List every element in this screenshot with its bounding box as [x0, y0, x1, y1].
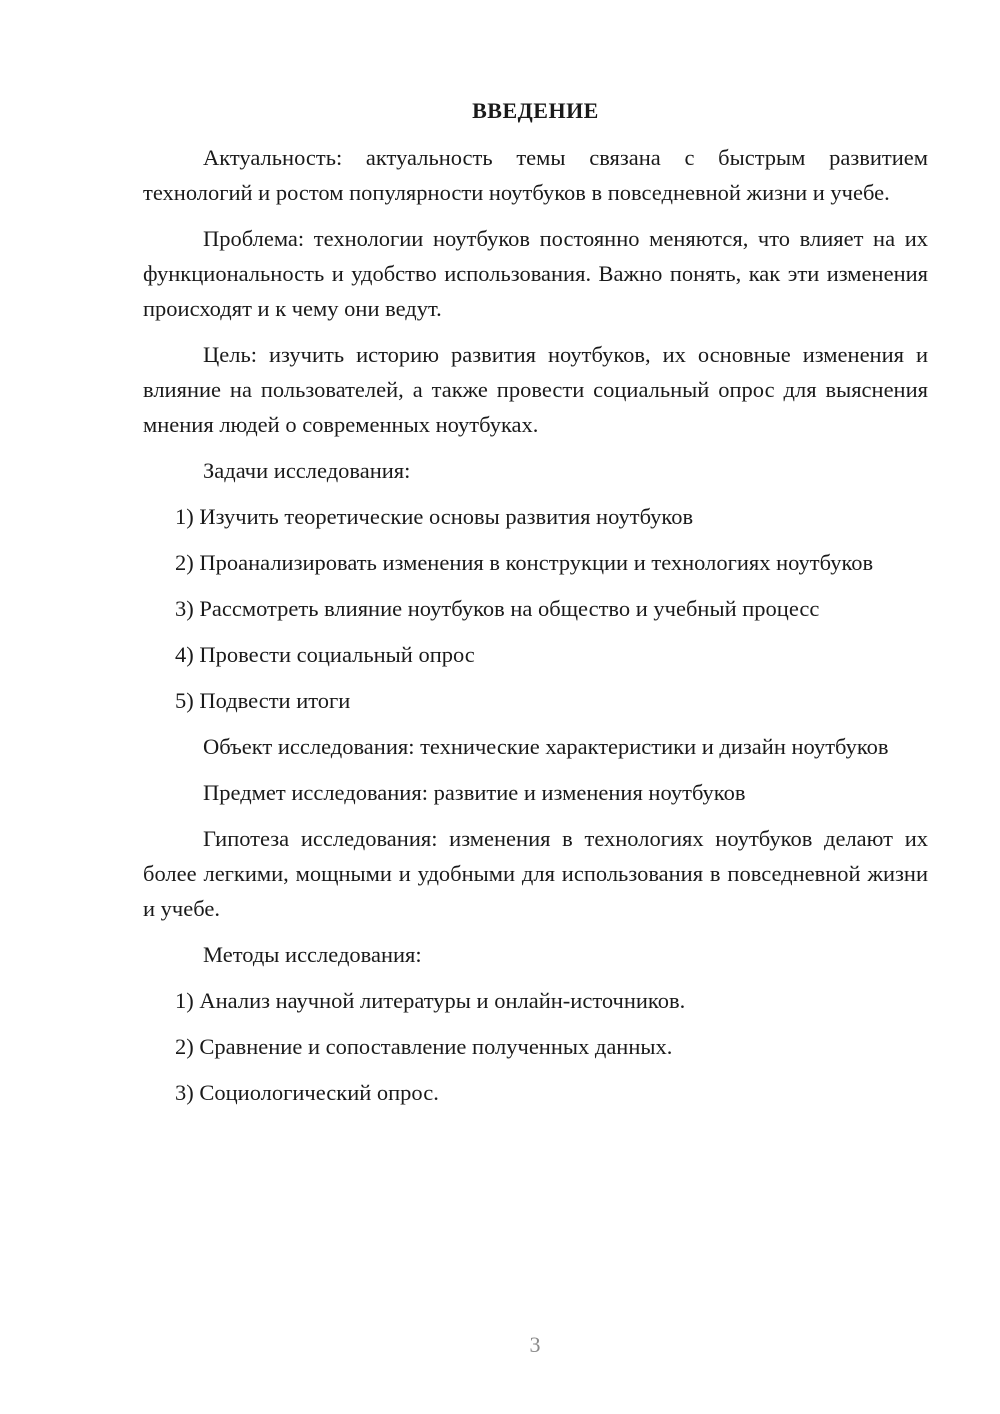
page-title: ВВЕДЕНИЕ	[472, 98, 599, 123]
problem-paragraph: Проблема: технологии ноутбуков постоянно меняются, что влияет на их функциональность и удобство использования. Важно понять, как эти изменения происходят и к чему они ведут.	[143, 226, 928, 321]
task-item: 1) Изучить теоретические основы развития ноутбуков	[175, 504, 694, 529]
relevance-paragraph: Актуальность: актуальность темы связана с быстрым развитием технологий и ростом популярности ноутбуков в повседневной жизни и учебе.	[143, 145, 928, 205]
object-paragraph: Объект исследования: технические характеристики и дизайн ноутбуков	[203, 734, 889, 759]
task-item: 3) Рассмотреть влияние ноутбуков на общество и учебный процесс	[175, 596, 820, 621]
document-body	[143, 140, 928, 1121]
subject-paragraph: Предмет исследования: развитие и изменения ноутбуков	[203, 780, 746, 805]
goal-paragraph: Цель: изучить историю развития ноутбуков, их основные изменения и влияние на пользователей, а также провести социальный опрос для выяснения мнения людей о современных ноутбуках.	[143, 342, 928, 437]
task-item: 4) Провести социальный опрос	[175, 642, 475, 667]
method-item: 1) Анализ научной литературы и онлайн-источников.	[175, 988, 686, 1013]
method-item: 3) Социологический опрос.	[175, 1080, 439, 1105]
page-number: 3	[529, 1332, 541, 1357]
method-item: 2) Сравнение и сопоставление полученных данных.	[175, 1034, 673, 1059]
tasks-heading: Задачи исследования:	[203, 458, 411, 483]
task-item: 2) Проанализировать изменения в конструкции и технологиях ноутбуков	[175, 550, 874, 575]
task-item: 5) Подвести итоги	[175, 688, 351, 713]
methods-heading: Методы исследования:	[203, 942, 422, 967]
hypothesis-paragraph: Гипотеза исследования: изменения в технологиях ноутбуков делают их более легкими, мощными и удобными для использования в повседневной жизни и учебе.	[143, 826, 928, 921]
